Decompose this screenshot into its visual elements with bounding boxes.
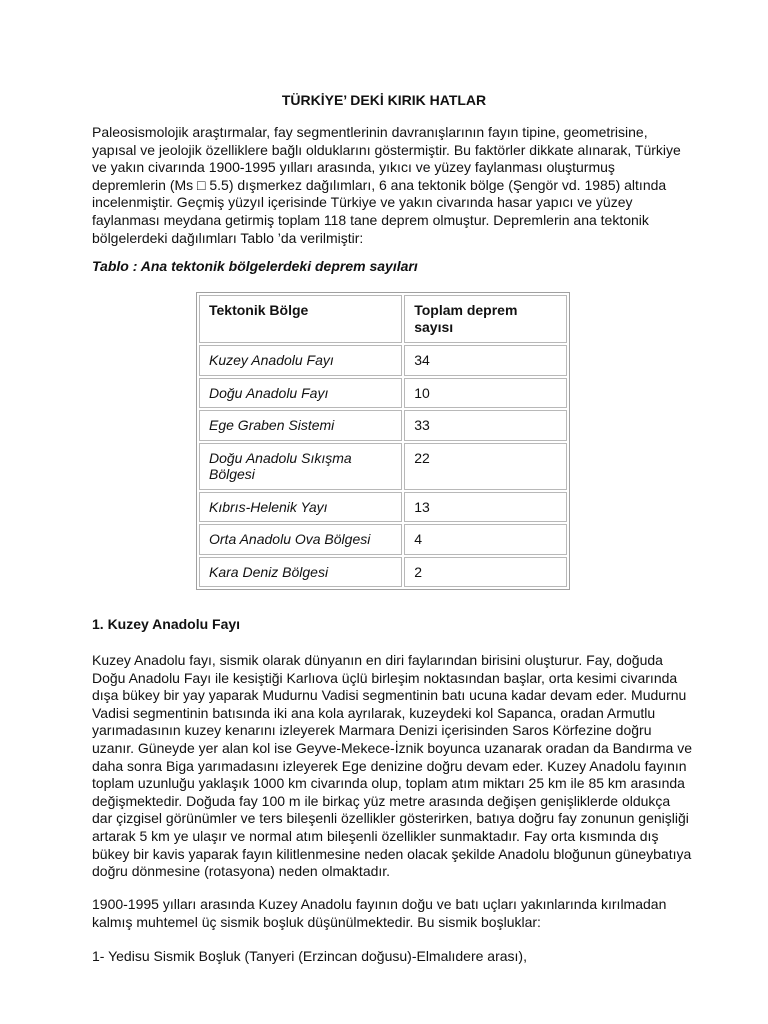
earthquake-count: 2 (404, 557, 567, 588)
tectonic-regions-table (196, 292, 570, 590)
table-row (199, 492, 567, 523)
page-title: TÜRKİYE’ DEKİ KIRIK HATLAR (281, 92, 487, 108)
header-tectonic-region: Tektonik Bölge (199, 295, 402, 343)
region-name: Ege Graben Sistemi (199, 410, 402, 441)
table-row (199, 557, 567, 588)
table-row (199, 378, 567, 409)
table-header-row (199, 295, 567, 343)
intro-paragraph: Paleosismolojik araştırmalar, fay segmentlerinin davranışlarının fayın tipine, geometrisine, yapısal ve jeolojik özelliklere bağlı olduklarını göstermiştir. Bu faktörler dikkate alınarak, Türkiye ve yakın civarında 1900-1995 yılları arasında, yıkıcı ve yüzey faylanması oluşturmuş depremlerin (Ms □ 5.5) dışmerkez dağılımları, 6 ana tektonik bölge (Şengör vd. 1985) altında incelenmiştir. Geçmiş yüzyıl içerisinde Türkiye ve yakın civarında hasar yapıcı ve yüzey faylanması meydana getirmiş toplam 118 tane deprem olmuştur. Depremlerin ana tektonik bölgelerdeki dağılımları Tablo ’da verilmiştir: (92, 124, 681, 246)
table-caption: Tablo : Ana tektonik bölgelerdeki deprem sayıları (92, 258, 418, 274)
region-name: Orta Anadolu Ova Bölgesi (199, 524, 402, 555)
table-row (199, 524, 567, 555)
header-earthquake-count: Toplam deprem sayısı (404, 295, 567, 343)
region-name: Doğu Anadolu Fayı (199, 378, 402, 409)
region-name: Kıbrıs-Helenik Yayı (199, 492, 402, 523)
earthquake-count: 33 (404, 410, 567, 441)
earthquake-count: 13 (404, 492, 567, 523)
table-row (199, 345, 567, 376)
region-name: Doğu Anadolu Sıkışma Bölgesi (199, 443, 402, 490)
earthquake-count: 22 (404, 443, 567, 490)
seismic-gaps-paragraph: 1900-1995 yılları arasında Kuzey Anadolu fayının doğu ve batı uçları yakınlarında kırılmadan kalmış muhtemel üç sismik boşluk düşünülmektedir. Bu sismik boşluklar: (92, 896, 667, 930)
region-name: Kara Deniz Bölgesi (199, 557, 402, 588)
earthquake-count: 34 (404, 345, 567, 376)
table-row (199, 443, 567, 490)
earthquake-count: 10 (404, 378, 567, 409)
region-name: Kuzey Anadolu Fayı (199, 345, 402, 376)
section-heading: 1. Kuzey Anadolu Fayı (92, 616, 241, 632)
section-paragraph: Kuzey Anadolu fayı, sismik olarak dünyanın en diri faylarından birisini oluşturur. Fay, doğuda Doğu Anadolu Fayı ile kesiştiği Karlıova üçlü birleşim noktasından başlar, orta kesimi civarında dışa bükey bir yay yaparak Mudurnu Vadisi segmentinin batı ucuna kadar devam eder. Mudurnu Vadisi segmentinin batısında iki ana kola ayrılarak, kuzeydeki kol Sapanca, oradan Armutlu yarımadasının kuzey kenarını izleyerek Marmara Denizi içerisinden Saros Körfezine doğru uzanır. Güneyde yer alan kol ise Geyve-Mekece-İznik boyunca uzanarak oradan da Bandırma ve daha sonra Biga yarımadasını izleyerek Ege denizine doğru devam eder. Kuzey Anadolu fayının toplam uzunluğu yaklaşık 1000 km civarında olup, toplam atım miktarı 25 km ile 85 km arasında değişmektedir. Doğuda fay 100 m ile birkaç yüz metre arasında değişen genişliklerde oldukça dar çizgisel görünümler ve ters bileşenli özellikler gösterirken, batıya doğru fay zonunun genişliği artarak 5 km ye ulaşır ve normal atım bileşenli özellikler sunmaktadır. Fay orta kısmında dış bükey bir kavis yaparak fayın kilitlenmesine neden olacak şekilde Anadolu bloğunun güneybatıya doğru dönmesine (rotasyona) neden olmaktadır. (92, 652, 692, 880)
table-row (199, 410, 567, 441)
list-item: 1- Yedisu Sismik Boşluk (Tanyeri (Erzincan doğusu)-Elmalıdere arası), (92, 948, 527, 964)
earthquake-count: 4 (404, 524, 567, 555)
